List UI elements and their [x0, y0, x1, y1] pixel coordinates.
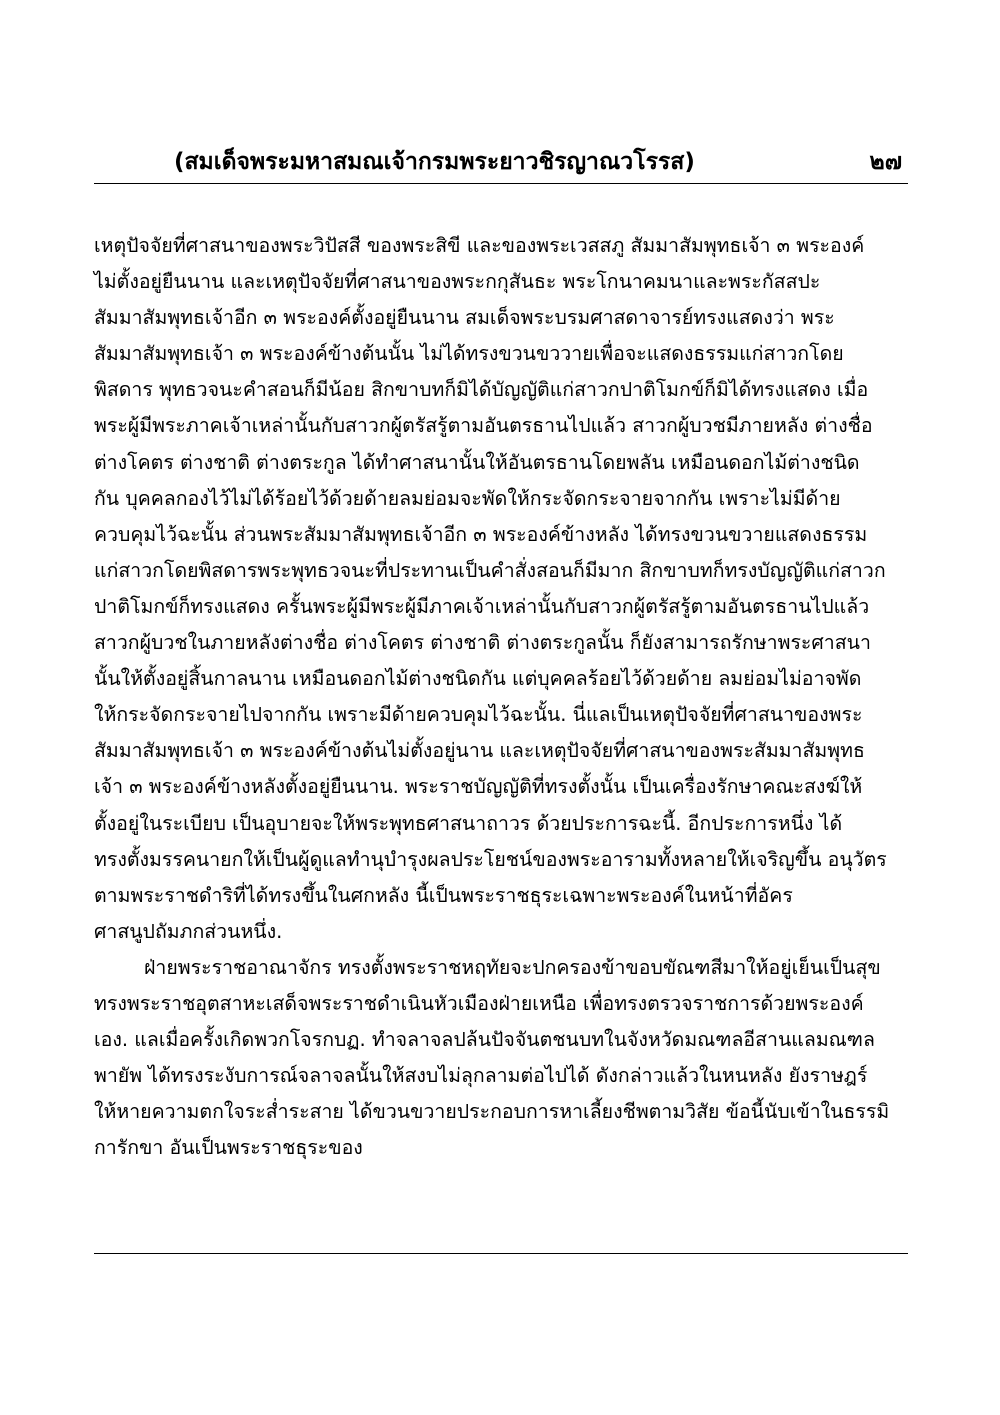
text-line: ตั้งอยู่ในระเบียบ เป็นอุบายจะให้พระพุทธศาสนาถาวร ด้วยประการฉะนี้. อีกประการหนึ่ง ได้ [94, 811, 843, 835]
text-line: แก่สาวกโดยพิสดารพระพุทธวจนะที่ประทานเป็นคำสั่งสอนก็มีมาก สิกขาบทก็ทรงบัญญัติแก่สาวก [94, 558, 886, 582]
footer-rule [94, 1253, 908, 1254]
text-line: สัมมาสัมพุทธเจ้าอีก ๓ พระองค์ตั้งอยู่ยืนนาน สมเด็จพระบรมศาสดาจารย์ทรงแสดงว่า พระ [94, 306, 835, 330]
text-line: นั้นให้ตั้งอยู่สิ้นกาลนาน เหมือนดอกไม้ต่างชนิดกัน แต่บุคคลร้อยไว้ด้วยด้าย ลมย่อมไม่อาจพัด [94, 667, 862, 691]
text-line: ปาติโมกข์ก็ทรงแสดง ครั้นพระผู้มีพระผู้มีภาคเจ้าเหล่านั้นกับสาวกผู้ตรัสรู้ตามอันตรธานไปแล้ว [94, 594, 870, 618]
text-line: เหตุปัจจัยที่ศาสนาของพระวิปัสสี ของพระสิขี และของพระเวสสภู สัมมาสัมพุทธเจ้า ๓ พระองค์ [94, 234, 865, 257]
text-line: ฝ่ายพระราชอาณาจักร ทรงตั้งพระราชหฤทัยจะปกครองข้าขอบขัณฑสีมาให้อยู่เย็นเป็นสุข [144, 955, 881, 979]
text-line: เอง. แลเมื่อครั้งเกิดพวกโจรกบฏ. ทำจลาจลปล้นปัจจันตชนบทในจังหวัดมณฑลอีสานแลมณฑล [94, 1028, 875, 1052]
text-line: ต่างโคตร ต่างชาติ ต่างตระกูล ได้ทำศาสนานั้นให้อันตรธานโดยพลัน เหมือนดอกไม้ต่างชนิด [94, 450, 860, 474]
text-line: ศาสนูปถัมภกส่วนหนึ่ง. [94, 919, 283, 943]
text-line: ควบคุมไว้ฉะนั้น ส่วนพระสัมมาสัมพุทธเจ้าอีก ๓ พระองค์ข้างหลัง ได้ทรงขวนขวายแสดงธรรม [94, 522, 868, 546]
text-line: พิสดาร พุทธวจนะคำสอนก็มีน้อย สิกขาบทก็มิได้บัญญัติแก่สาวกปาติโมกข์ก็มิได้ทรงแสดง เมื่อ [94, 378, 869, 402]
text-line: พระผู้มีพระภาคเจ้าเหล่านั้นกับสาวกผู้ตรัสรู้ตามอันตรธานไปแล้ว สาวกผู้บวชมีภายหลัง ต่างชื่อ [94, 414, 873, 438]
page-number: ๒๗ [869, 149, 902, 175]
text-line: ไม่ตั้งอยู่ยืนนาน และเหตุปัจจัยที่ศาสนาของพระกกุสันธะ พระโกนาคมนาและพระกัสสปะ [94, 270, 821, 294]
text-line: เจ้า ๓ พระองค์ข้างหลังตั้งอยู่ยืนนาน. พระราชบัญญัติที่ทรงตั้งนั้น เป็นเครื่องรักษาคณะสงฆ์ให้ [94, 775, 863, 799]
text-line: การักขา อันเป็นพระราชธุระของ [94, 1136, 363, 1160]
text-line: สาวกผู้บวชในภายหลังต่างชื่อ ต่างโคตร ต่างชาติ ต่างตระกูลนั้น ก็ยังสามารถรักษาพระศาสนา [94, 631, 871, 655]
text-line: พายัพ ได้ทรงระงับการณ์จลาจลนั้นให้สงบไม่ลุกลามต่อไปได้ ดังกล่าวแล้วในหนหลัง ยังราษฎร์ [94, 1064, 868, 1088]
text-line: ทรงตั้งมรรคนายกให้เป็นผู้ดูแลทำนุบำรุงผลประโยชน์ของพระอารามทั้งหลายให้เจริญขึ้น อนุวัตร [94, 847, 887, 871]
text-line: ทรงพระราชอุตสาหะเสด็จพระราชดำเนินหัวเมืองฝ่ายเหนือ เพื่อทรงตรวจราชการด้วยพระองค์ [94, 991, 864, 1015]
text-line: ให้หายความตกใจระส่ำระสาย ได้ขวนขวายประกอบการหาเลี้ยงชีพตามวิสัย ข้อนี้นับเข้าในธรรมิ [94, 1100, 890, 1124]
body-text [94, 228, 908, 1166]
paragraph-1 [94, 228, 908, 950]
text-line: ตามพระราชดำริที่ได้ทรงขึ้นในศกหลัง นี้เป็นพระราชธุระเฉพาะพระองค์ในหน้าที่อัคร [94, 883, 793, 907]
running-header [94, 145, 908, 184]
header-title: (สมเด็จพระมหาสมณเจ้ากรมพระยาวชิรญาณวโรรส) [174, 149, 695, 175]
text-line: สัมมาสัมพุทธเจ้า ๓ พระองค์ข้างต้นนั้น ไม่ได้ทรงขวนขววายเพื่อจะแสดงธรรมแก่สาวกโดย [94, 342, 844, 366]
text-line: ให้กระจัดกระจายไปจากกัน เพราะมีด้ายควบคุมไว้ฉะนั้น. นี่แลเป็นเหตุปัจจัยที่ศาสนาของพระ [94, 703, 863, 727]
text-line: สัมมาสัมพุทธเจ้า ๓ พระองค์ข้างต้นไม่ตั้งอยู่นาน และเหตุปัจจัยที่ศาสนาของพระสัมมาสัมพุทธ [94, 739, 865, 763]
text-line: กัน บุคคลกองไว้ไม่ได้ร้อยไว้ด้วยด้ายลมย่อมจะพัดให้กระจัดกระจายจากกัน เพราะไม่มีด้าย [94, 486, 841, 510]
paragraph-2 [94, 950, 908, 1167]
